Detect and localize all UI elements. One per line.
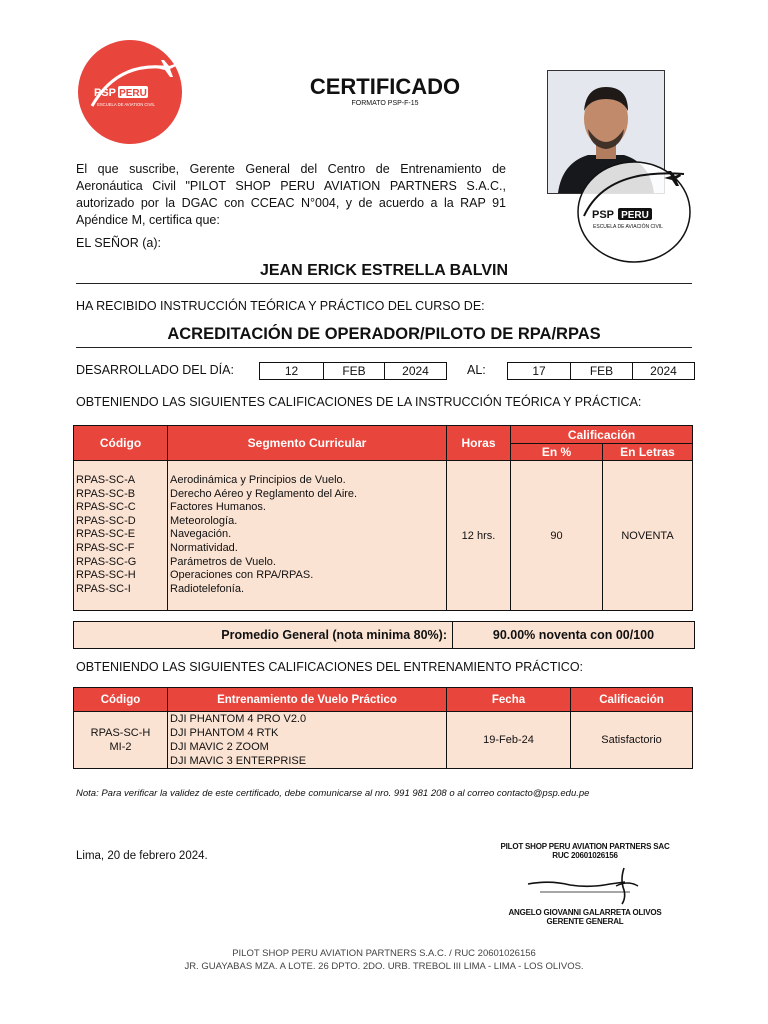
signature-signer bbox=[470, 908, 700, 926]
codes-cell bbox=[74, 461, 168, 611]
col-entrenamiento: Entrenamiento de Vuelo Práctico bbox=[168, 688, 447, 712]
promedio-label: Promedio General (nota minima 80%): bbox=[74, 622, 453, 648]
end-year: 2024 bbox=[650, 364, 677, 378]
code-item: RPAS-SC-E bbox=[76, 528, 136, 541]
code-item: RPAS-SC-G bbox=[76, 555, 137, 568]
course-title: ACREDITACIÓN DE OPERADOR/PILOTO DE RPA/RPAS bbox=[167, 325, 601, 343]
signature-ruc: RUC 20601026156 bbox=[552, 851, 618, 860]
table-row bbox=[74, 712, 693, 769]
col-codigo: Código bbox=[74, 688, 168, 712]
drones-cell bbox=[168, 712, 447, 769]
col-calificacion: Calificación bbox=[571, 688, 693, 712]
segments-cell bbox=[168, 461, 447, 611]
calificacion-cell: Satisfactorio bbox=[571, 712, 693, 769]
senor-label: EL SEÑOR (a): bbox=[76, 236, 161, 250]
handwritten-signature bbox=[520, 858, 650, 908]
end-day: 17 bbox=[508, 363, 571, 379]
fecha-cell: 19-Feb-24 bbox=[447, 712, 571, 769]
stamp-brand-box: PERU bbox=[621, 210, 649, 221]
airplane-icon bbox=[78, 40, 182, 144]
segment-item: Meteorología. bbox=[170, 514, 238, 527]
segment-item: Radiotelefonía. bbox=[170, 582, 244, 595]
end-month: FEB bbox=[571, 363, 633, 379]
al-label: AL: bbox=[467, 363, 486, 377]
footer-company: PILOT SHOP PERU AVIATION PARTNERS S.A.C. / RUC 20601026156 bbox=[232, 948, 536, 959]
practica-label: OBTENIENDO LAS SIGUIENTES CALIFICACIONES DEL ENTRENAMIENTO PRÁCTICO: bbox=[76, 660, 584, 674]
stamp-brand: PSP bbox=[592, 209, 615, 221]
pct-cell: 90 bbox=[511, 461, 603, 611]
promedio-value: 90.00% noventa con 00/100 bbox=[492, 628, 655, 642]
horas-cell: 12 hrs. bbox=[447, 461, 511, 611]
drone-item: DJI MAVIC 2 ZOOM bbox=[170, 741, 269, 753]
verification-note: Nota: Para verificar la validez de este certificado, debe comunicarse al nro. 991 981 208 o al correo contacto@psp.edu.pe bbox=[76, 788, 590, 799]
code-item: RPAS-SC-H bbox=[76, 569, 136, 582]
code-item: RPAS-SC-D bbox=[76, 514, 136, 527]
signer-name: ANGELO GIOVANNI GALARRETA OLIVOS bbox=[508, 908, 662, 917]
theory-grades-table bbox=[73, 425, 693, 611]
segment-item: Navegación. bbox=[170, 528, 232, 541]
start-year: 2024 bbox=[402, 364, 429, 378]
dates-label: DESARROLLADO DEL DÍA: bbox=[76, 363, 234, 377]
signer-role: GERENTE GENERAL bbox=[546, 917, 624, 926]
segment-item: Normatividad. bbox=[170, 541, 238, 554]
drone-item: DJI PHANTOM 4 RTK bbox=[170, 727, 279, 739]
promedio-row bbox=[73, 621, 695, 649]
col-fecha: Fecha bbox=[447, 688, 571, 712]
start-month: FEB bbox=[324, 363, 385, 379]
course-underline bbox=[76, 347, 692, 348]
code-item: RPAS-SC-B bbox=[76, 487, 136, 500]
segment-item: Operaciones con RPA/RPAS. bbox=[170, 569, 314, 582]
recibido-label: HA RECIBIDO INSTRUCCIÓN TEÓRICA Y PRÁCTICO DEL CURSO DE: bbox=[76, 299, 485, 313]
end-date-box bbox=[507, 362, 695, 380]
psp-logo bbox=[78, 40, 182, 144]
certificate-title: CERTIFICADO bbox=[309, 74, 461, 99]
logo-tagline: ESCUELA DE AVIATION CIVIL bbox=[97, 102, 155, 107]
segment-item: Factores Humanos. bbox=[170, 501, 266, 514]
logo-brand-box: PERU bbox=[119, 88, 147, 99]
signature-company-name: PILOT SHOP PERU AVIATION PARTNERS SAC bbox=[500, 842, 670, 851]
col-horas: Horas bbox=[447, 426, 511, 461]
footer-address: JR. GUAYABAS MZA. A LOTE. 26 DPTO. 2DO. URB. TREBOL III LIMA - LIMA - LOS OLIVOS. bbox=[184, 961, 584, 972]
practice-code-line: RPAS-SC-H bbox=[90, 727, 151, 739]
start-day: 12 bbox=[260, 363, 324, 379]
code-item: RPAS-SC-I bbox=[76, 582, 131, 595]
code-item: RPAS-SC-C bbox=[76, 501, 136, 514]
table-row bbox=[74, 461, 693, 611]
segment-item: Aerodinámica y Principios de Vuelo. bbox=[170, 474, 346, 486]
col-en-letras: En Letras bbox=[603, 444, 693, 461]
letras-cell: NOVENTA bbox=[603, 461, 693, 611]
code-item: RPAS-SC-A bbox=[76, 474, 136, 486]
stamp-tagline: ESCUELA DE AVIACIÓN CIVIL bbox=[593, 224, 663, 230]
segment-item: Parámetros de Vuelo. bbox=[170, 555, 276, 568]
practice-code-cell bbox=[74, 712, 168, 769]
code-item: RPAS-SC-F bbox=[76, 541, 135, 554]
col-calificacion: Calificación bbox=[511, 426, 693, 444]
drone-item: DJI MAVIC 3 ENTERPRISE bbox=[170, 755, 307, 767]
teorica-label: OBTENIENDO LAS SIGUIENTES CALIFICACIONES DE LA INSTRUCCIÓN TEÓRICA Y PRÁCTICA: bbox=[76, 395, 642, 409]
drone-item: DJI PHANTOM 4 PRO V2.0 bbox=[170, 713, 307, 725]
place-date: Lima, 20 de febrero 2024. bbox=[76, 850, 208, 862]
col-codigo: Código bbox=[74, 426, 168, 461]
logo-brand: PSP bbox=[94, 87, 117, 99]
school-stamp bbox=[576, 160, 692, 264]
intro-paragraph: El que suscribe, Gerente General del Centro de Entrenamiento de Aeronáutica Civil "PILOT SHOP PERU AVIATION PARTNERS S.A.C., autorizado por la DGAC con CCEAC N°004, y de acuerdo a la RAP 91 Apéndice M, certifica que: bbox=[76, 162, 506, 227]
form-code: FORMATO PSP-F-15 bbox=[351, 100, 419, 107]
col-segmento: Segmento Curricular bbox=[168, 426, 447, 461]
practice-code-line: MI-2 bbox=[109, 741, 132, 753]
segment-item: Derecho Aéreo y Reglamento del Aire. bbox=[170, 487, 358, 500]
student-name: JEAN ERICK ESTRELLA BALVIN bbox=[259, 262, 508, 279]
col-en-pct: En % bbox=[511, 444, 603, 461]
practice-grades-table bbox=[73, 687, 693, 769]
start-date-box bbox=[259, 362, 447, 380]
name-underline bbox=[76, 283, 692, 284]
